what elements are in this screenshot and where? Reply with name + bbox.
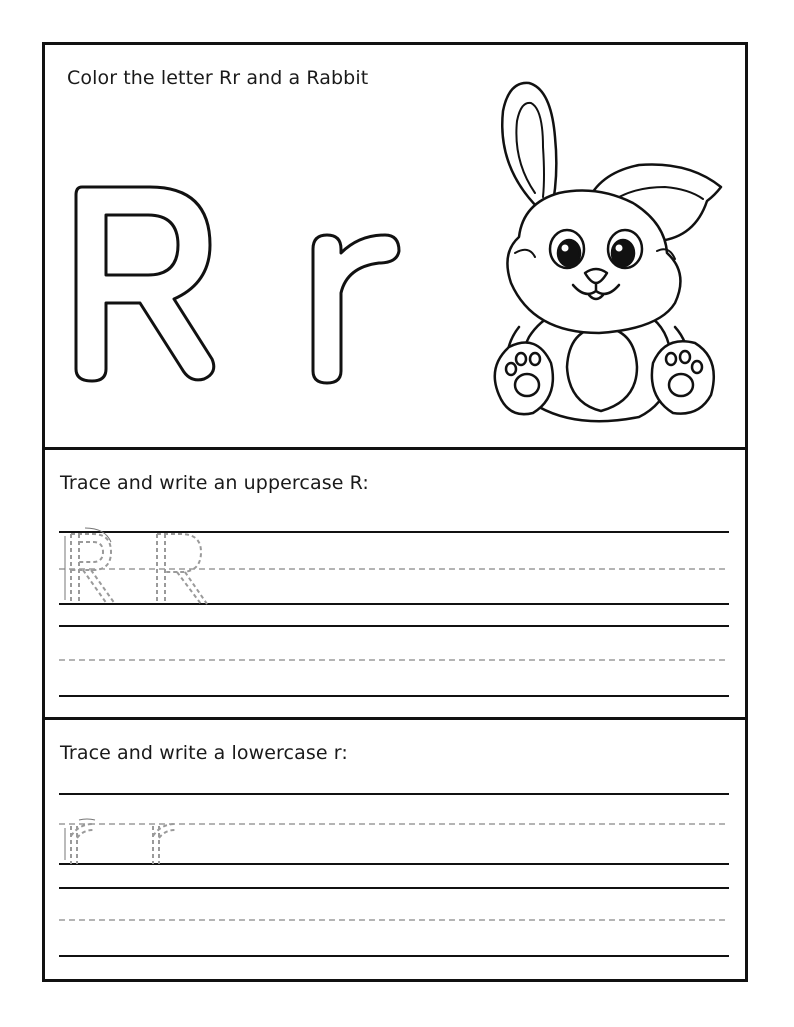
coloring-section — [45, 45, 745, 447]
lowercase-tracing-section — [45, 717, 745, 979]
trace-lowercase-r — [153, 824, 175, 864]
bubble-letter-lowercase-r — [307, 229, 417, 389]
lowercase-instruction: Trace and write a lowercase r: — [60, 742, 348, 764]
coloring-instruction: Color the letter Rr and a Rabbit — [67, 67, 369, 89]
uppercase-writing-lines — [45, 450, 745, 717]
trace-uppercase-r-guide — [71, 534, 115, 604]
bubble-letter-uppercase-r — [70, 173, 230, 393]
uppercase-tracing-section — [45, 447, 745, 717]
worksheet — [42, 42, 748, 982]
lowercase-writing-lines — [45, 720, 745, 979]
trace-lowercase-r-guide — [71, 824, 93, 864]
uppercase-instruction: Trace and write an uppercase R: — [60, 472, 369, 494]
rabbit-icon — [489, 77, 729, 429]
